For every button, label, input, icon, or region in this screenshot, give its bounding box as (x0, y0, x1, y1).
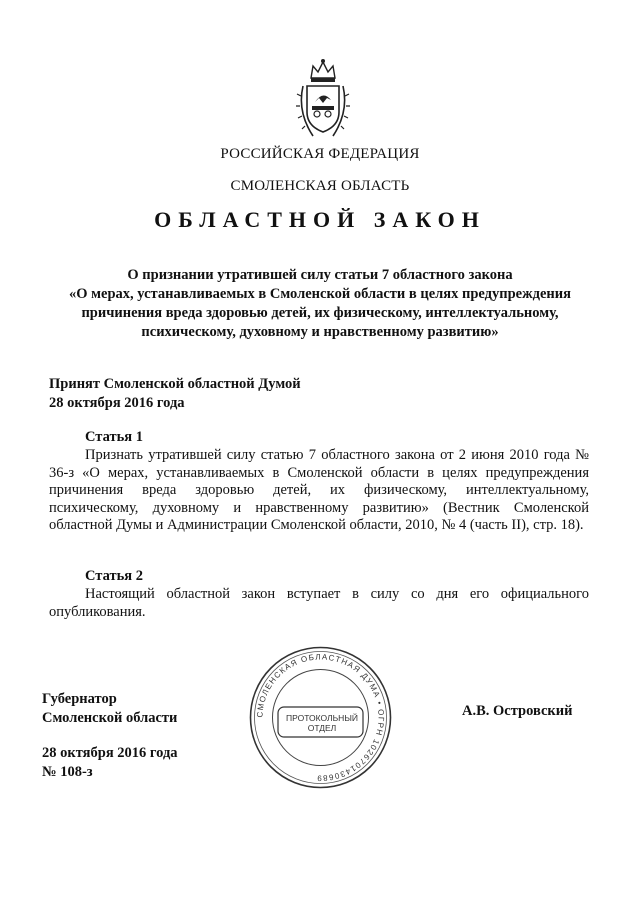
article-2-text-content: Настоящий областной закон вступает в силу со дня его официального опубликования. (49, 586, 589, 620)
seal-ring-text: СМОЛЕНСКАЯ ОБЛАСТНАЯ ДУМА • ОГРН 1026701430689 (255, 652, 386, 783)
document-type-heading: ОБЛАСТНОЙ ЗАКОН (154, 207, 486, 232)
signatory-position-line: Смоленской области (42, 710, 178, 726)
signatory-name: А.В. Островский (462, 703, 573, 719)
seal-center-text (280, 713, 364, 733)
signing-details (42, 744, 178, 782)
article-2-text (49, 586, 589, 621)
article-2-heading: Статья 2 (85, 568, 143, 584)
article-1-text-content: Признать утратившей силу статью 7 областного закона от 2 июня 2010 года № 36-з «О мерах, устанавливаемых в Смоленской области в целях предупреждения причинения вреда здоровью детей, их физическому, интеллектуальному, психическому, духовному и нравственному развитию» (Вестник Смоленской областной Думы и Администрации Смоленской области, 2010, № 4 (часть II), стр. 18). (49, 447, 589, 533)
law-title-line: причинения вреда здоровью детей, их физическому, интеллектуальному, (81, 305, 559, 321)
adoption-body: Принят Смоленской областной Думой (49, 376, 301, 392)
article-1-text (49, 447, 589, 535)
law-number: № 108-з (42, 764, 93, 780)
signing-date: 28 октября 2016 года (42, 745, 178, 761)
region-name: СМОЛЕНСКАЯ ОБЛАСТЬ (230, 178, 410, 194)
law-title-line: О признании утратившей силу статьи 7 областного закона (127, 267, 513, 283)
law-title (40, 266, 600, 342)
law-title-line: психическому, духовному и нравственному развитию» (141, 324, 499, 340)
seal-center-line: ПРОТОКОЛЬНЫЙ (286, 713, 358, 723)
adoption-date: 28 октября 2016 года (49, 395, 185, 411)
signatory-position (42, 690, 177, 728)
adoption-note (49, 375, 301, 413)
law-title-line: «О мерах, устанавливаемых в Смоленской области в целях предупреждения (69, 286, 571, 302)
article-1-heading: Статья 1 (85, 429, 143, 445)
country-name: РОССИЙСКАЯ ФЕДЕРАЦИЯ (220, 146, 420, 162)
signatory-position-line: Губернатор (42, 691, 117, 707)
seal-center-line: ОТДЕЛ (307, 723, 337, 733)
coat-of-arms-icon (295, 56, 351, 140)
